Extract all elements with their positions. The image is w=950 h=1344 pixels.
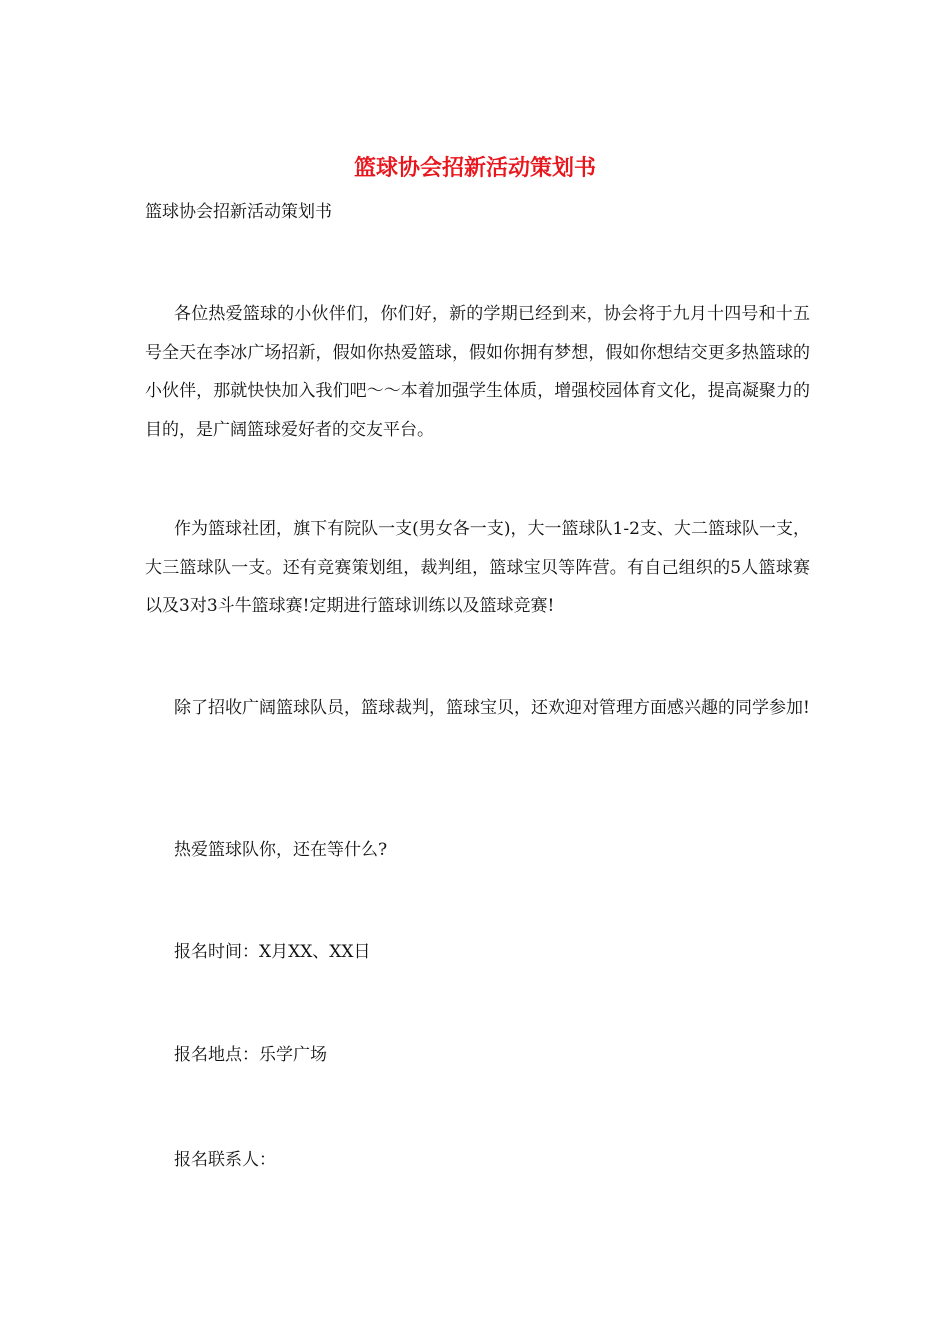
call-to-action-question: 热爱篮球队你，还在等什么?: [174, 840, 388, 860]
document-subtitle: 篮球协会招新活动策划书: [145, 202, 332, 222]
paragraph-intro: 各位热爱篮球的小伙伴们，你们好，新的学期已经到来，协会将于九月十四号和十五号全天在李冰广场招新，假如你热爱篮球，假如你拥有梦想，假如你想结交更多热篮球的小伙伴，那就快快加入我们吧～～本着加强学生体质，增强校园体育文化，提高凝聚力的目的，是广阔篮球爱好者的交友平台。: [145, 304, 810, 440]
paragraph-recruitment: 除了招收广阔篮球队员，篮球裁判，篮球宝贝，还欢迎对管理方面感兴趣的同学参加!: [174, 698, 810, 718]
signup-time: 报名时间：X月XX、XX日: [174, 942, 371, 962]
document-title: 篮球协会招新活动策划书: [353, 155, 596, 181]
signup-contact: 报名联系人：: [174, 1150, 276, 1170]
signup-place: 报名地点：乐学广场: [174, 1045, 327, 1065]
paragraph-club-structure: 作为篮球社团，旗下有院队一支(男女各一支)，大一篮球队1-2支、大二篮球队一支，大三篮球队一支。还有竞赛策划组，裁判组，篮球宝贝等阵营。有自己组织的5人篮球赛以及3对3斗牛篮球赛!定期进行篮球训练以及篮球竞赛!: [145, 519, 810, 616]
